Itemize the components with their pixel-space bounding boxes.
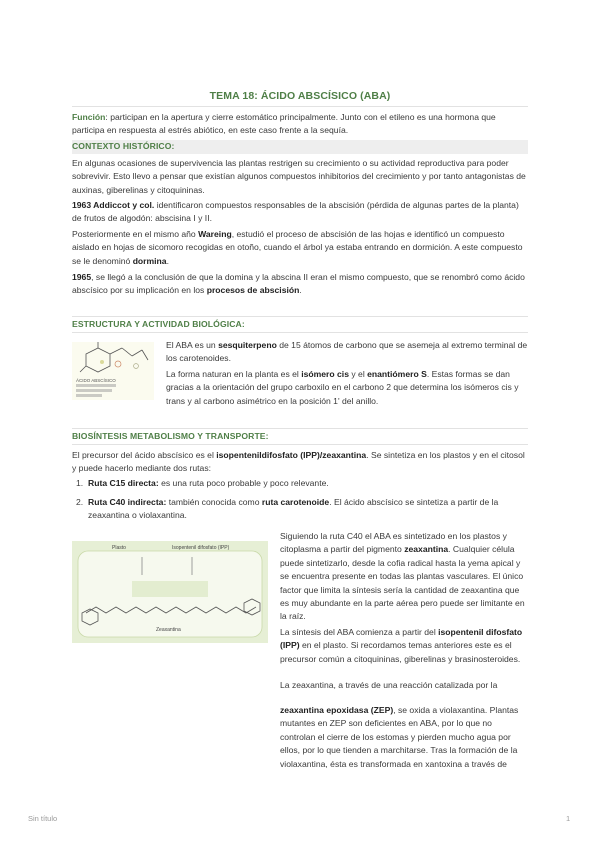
- estructura-p2-bold2: enantiómero S: [367, 369, 427, 379]
- page-title: TEMA 18: ÁCIDO ABSCÍSICO (ABA): [209, 90, 391, 102]
- biosintesis-p1-b: . Se sintetiza en los plastos y en el citosol y puede hacerlo mediante dos rutas:: [72, 450, 525, 474]
- estructura-paragraph-2: [166, 368, 528, 408]
- aba-structure-figure: [72, 342, 154, 400]
- footer-page-number: 1: [566, 814, 571, 823]
- r1-bold: zeaxantina: [404, 544, 449, 555]
- contexto-p4-bold2: procesos de abscisión: [206, 285, 300, 296]
- caption-line-3: [76, 394, 102, 397]
- estructura-p1-bold: sesquiterpeno: [218, 340, 277, 350]
- pathway-label-plasto: Plasto: [112, 545, 126, 551]
- biosintesis-right-paragraph-3: La zeaxantina, a través de una reacción catalizada por la: [280, 680, 498, 690]
- r2-b: en el plasto. Si recordamos temas anteriores este es el precursor común a citoquininas, giberelinas y brasinosteroides.: [280, 640, 521, 664]
- estructura-paragraph-1: [166, 339, 528, 366]
- biosintesis-right-paragraph-1: [280, 530, 528, 624]
- contexto-p3-c: .: [166, 255, 169, 266]
- estructura-p2-c: . Estas formas se dan gracias a la orientación del grupo carboxilo en el carbono 2 que determina los isómeros cis y trans y al carbono asimétrico en la posición 1' del anillo.: [166, 369, 519, 406]
- list-item-2-text: también conocida como: [166, 497, 262, 507]
- contexto-paragraph-1: En algunas ocasiones de supervivencia las plantas restrigen su crecimiento o su actividad reproductiva para poder sobrevivir. Esto llevo a pensar que existían algunos compuestos inhibitorios del crecimiento y por tanto antagonistas de auxinas, giberelinas y citoquininas.: [72, 158, 526, 195]
- estructura-p1-a: El ABA es un: [166, 340, 219, 350]
- r1-b: . Cualquier célula puede sintetizarlo, desde la cofia radical hasta la yema apical y se encuentra presente en todas las plantas vasculares. El único factor que limita la síntesis sería la cantidad de zeaxantina que es muy abundante en la parte aérea pero puede ser limitante en la raíz.: [280, 544, 525, 622]
- funcion-label: Función: [72, 112, 106, 122]
- contexto-p2-bold: 1963 Addiccot y col.: [72, 200, 155, 210]
- pathway-label-ipp: Isopentenil difosfato (IPP): [172, 545, 230, 551]
- biosintesis-right-paragraph-2: [280, 626, 528, 666]
- footer-left: Sin título: [28, 814, 58, 823]
- contexto-paragraph-3: [72, 228, 528, 268]
- section-heading-contexto: CONTEXTO HISTÓRICO:: [72, 141, 175, 151]
- section-heading-biosintesis: BIOSÍNTESIS METABOLISMO Y TRANSPORTE:: [72, 431, 269, 441]
- contexto-p4-b: .: [299, 285, 302, 296]
- caption-line-2: [76, 389, 112, 392]
- biosintesis-p1-bold: isopentenildifosfato (IPP)/zeaxantina: [216, 450, 367, 460]
- contexto-p4-bold1: 1965: [72, 272, 92, 282]
- biosintesis-list-item-2: [76, 496, 528, 521]
- section-underline-biosintesis: [72, 444, 528, 445]
- list-item-2-bold2: ruta carotenoide: [261, 497, 330, 507]
- list-item-1-text: es una ruta poco probable y poco relevante.: [158, 478, 329, 488]
- r4-bold: zeaxantina epoxidasa (ZEP): [280, 705, 394, 715]
- contexto-p2-text: identificaron compuestos responsables de la abscisión (pérdida de algunas partes de la planta) de frutos de algodón: abscisina I y II.: [72, 200, 519, 224]
- estructura-p2-bold1: isómero cis: [301, 369, 349, 379]
- title-divider: [72, 106, 528, 107]
- biosintesis-paragraph-1: [72, 449, 528, 476]
- contexto-p3-b: , estudió el proceso de abscisión de las hojas e identificó un compuesto aislado en hojas de sicomoro recogidas en otoño, cuando el árbol ya estaba entrando en dormición. A este compuesto se le denominó: [72, 229, 523, 266]
- funcion-text: : participan en la apertura y cierre estomático principalmente. Junto con el etileno es una hormona que participa en respuesta al estrés abiótico, en este caso frente a la sequía.: [72, 112, 496, 136]
- list-item-1-bold: Ruta C15 directa:: [88, 478, 159, 488]
- list-number-2: 2.: [76, 497, 84, 507]
- estructura-p1-b: de 15 átomos de carbono que se asemeja al extremo terminal de los carotenoides.: [166, 340, 528, 364]
- section-underline-estructura: [72, 332, 528, 333]
- pathway-label-zeaxantina: Zeaxantina: [156, 627, 181, 633]
- r2-bold: isopentenil difosfato (IPP): [280, 627, 523, 651]
- r1-a: Siguiendo la ruta C40 el ABA es sintetizado en los plastos y citoplasma a partir del pigmento: [280, 531, 507, 555]
- biosintesis-list-item-1: [76, 477, 528, 490]
- biosintesis-right-paragraph-4: [280, 704, 528, 771]
- caption-line-1: [76, 384, 116, 387]
- list-number-1: 1.: [76, 478, 84, 488]
- section-divider-biosintesis: [72, 428, 528, 429]
- contexto-paragraph-2: [72, 199, 528, 226]
- estructura-p2-a: La forma naturan en la planta es el: [166, 369, 302, 379]
- r2-a: La síntesis del ABA comienza a partir del: [280, 627, 439, 637]
- contexto-p3-bold1: Wareing: [198, 229, 232, 239]
- aba-pathway-figure: [72, 541, 268, 643]
- list-item-2-bold: Ruta C40 indirecta:: [88, 497, 167, 507]
- estructura-p2-b: y el: [348, 369, 368, 379]
- contexto-paragraph-4: [72, 271, 528, 298]
- biosintesis-p1-a: El precursor del ácido abscísico es el: [72, 450, 217, 460]
- section-heading-estructura: ESTRUCTURA Y ACTIVIDAD BIOLÓGICA:: [72, 319, 245, 329]
- section-divider-estructura: [72, 316, 528, 317]
- r4-a: , se oxida a violaxantina. Plantas mutantes en ZEP son deficientes en ABA, por lo que no controlan el cierre de los estomas y pierden mucho agua por ellos, por lo que tienden a marchitarse. Tras la formación de la violaxantina, ésta es transformada en xantoxina a través de: [280, 705, 519, 769]
- contexto-p3-bold2: dormina: [132, 255, 167, 266]
- list-item-2-text2: . El ácido abscísico se sintetiza a partir de la zeaxantina o violaxantina.: [88, 497, 499, 521]
- contexto-p3-a: Posteriormente en el mismo año: [72, 229, 199, 239]
- contexto-p4-a: , se llegó a la conclusión de que la domina y la abscina II eran el mismo compuesto, que se renombró como ácido abscísico por su implicación en los: [72, 272, 525, 296]
- aba-figure-caption: ÁCIDO ABSCÍSICO: [76, 378, 116, 383]
- funcion-paragraph: [72, 111, 528, 138]
